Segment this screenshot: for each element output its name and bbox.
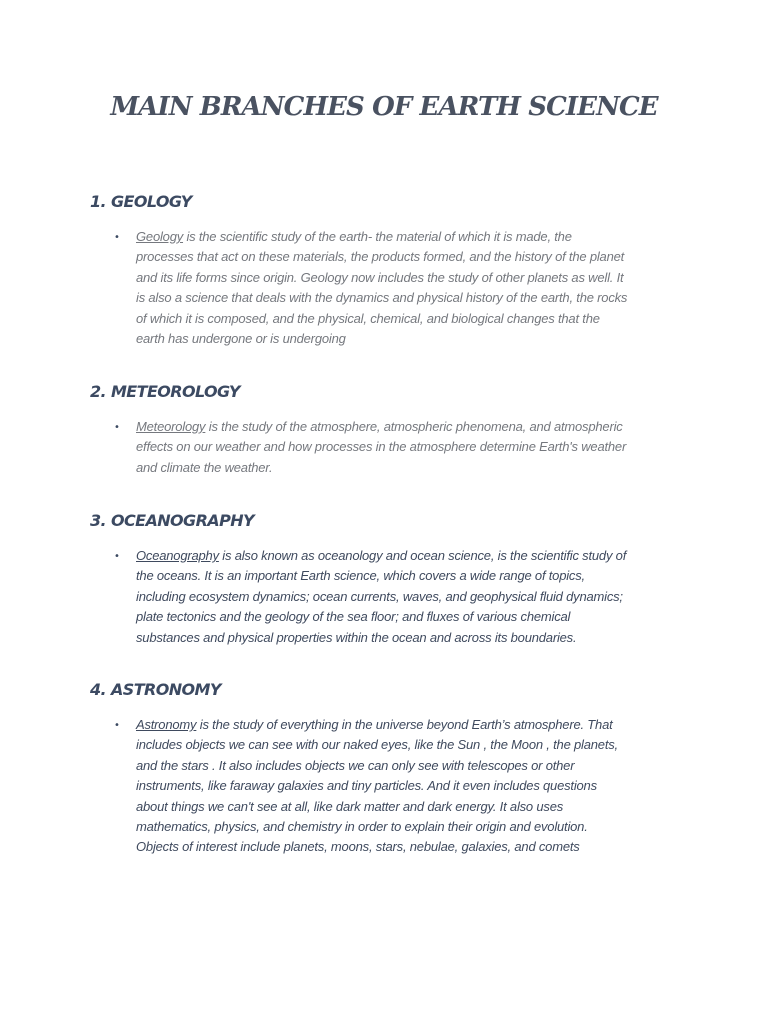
paragraph-line: processes that act on these materials, the products formed, and the history of the planet [136, 249, 625, 265]
paragraph-line: Oceanography is also known as oceanology and ocean science, is the scientific study of [136, 548, 627, 563]
paragraph-line: plate tectonics and the geology of the sea floor; and fluxes of various chemical [136, 609, 571, 625]
paragraph-line: effects on our weather and how processes in the atmosphere determine Earth's weather [136, 439, 627, 455]
paragraph-line: includes objects we can see with our naked eyes, like the Sun , the Moon , the planets, [136, 737, 618, 753]
paragraph-line: of which it is composed, and the physical, chemical, and biological changes that the [136, 310, 600, 326]
paragraph-line: and its life forms since origin. Geology now includes the study of other planets as well. It [136, 269, 624, 285]
section-heading: 1. GEOLOGY [90, 192, 192, 211]
paragraph-line: mathematics, physics, and chemistry in order to explain their origin and evolution. [136, 819, 588, 835]
section-heading: 3. OCEANOGRAPHY [90, 511, 254, 530]
paragraph-line: Geology is the scientific study of the earth- the material of which it is made, the [136, 229, 572, 244]
section-heading: 4. ASTRONOMY [90, 680, 221, 699]
paragraph-line: about things we can't see at all, like dark matter and dark energy. It also uses [136, 798, 564, 814]
term-oceanography: Oceanography [136, 548, 219, 563]
paragraph-line: Astronomy is the study of everything in the universe beyond Earth’s atmosphere. That [136, 717, 613, 732]
paragraph-line: Objects of interest include planets, moons, stars, nebulae, galaxies, and comets [136, 839, 580, 855]
section-paragraph [136, 715, 676, 858]
bullet-icon: • [114, 720, 120, 731]
term-astronomy: Astronomy [136, 717, 197, 732]
term-geology: Geology [136, 229, 184, 244]
paragraph-line: instruments, like faraway galaxies and tiny particles. And it even includes questions [136, 778, 597, 794]
paragraph-line: and climate the weather. [136, 459, 273, 475]
paragraph-line: the oceans. It is an important Earth science, which covers a wide range of topics, [136, 568, 585, 584]
section-heading: 2. METEOROLOGY [90, 382, 240, 401]
term-meteorology: Meteorology [136, 419, 206, 434]
paragraph-line: is also a science that deals with the dynamics and physical history of the earth, the rocks [136, 290, 628, 306]
section-paragraph [136, 546, 676, 648]
paragraph-line: substances and physical properties within the ocean and across its boundaries. [136, 629, 577, 645]
section-paragraph [136, 227, 676, 349]
paragraph-line: earth has undergone or is undergoing [136, 331, 346, 347]
bullet-icon: • [114, 232, 120, 243]
bullet-icon: • [114, 551, 120, 562]
paragraph-line: Meteorology is the study of the atmosphere, atmospheric phenomena, and atmospheric [136, 419, 623, 434]
section-paragraph [136, 417, 676, 478]
paragraph-line: and the stars . It also includes objects we can only see with telescopes or other [136, 757, 575, 773]
bullet-icon: • [114, 422, 120, 433]
page-title: MAIN BRANCHES OF EARTH SCIENCE [110, 92, 658, 122]
paragraph-line: including ecosystem dynamics; ocean currents, waves, and geophysical fluid dynamics; [136, 588, 623, 604]
